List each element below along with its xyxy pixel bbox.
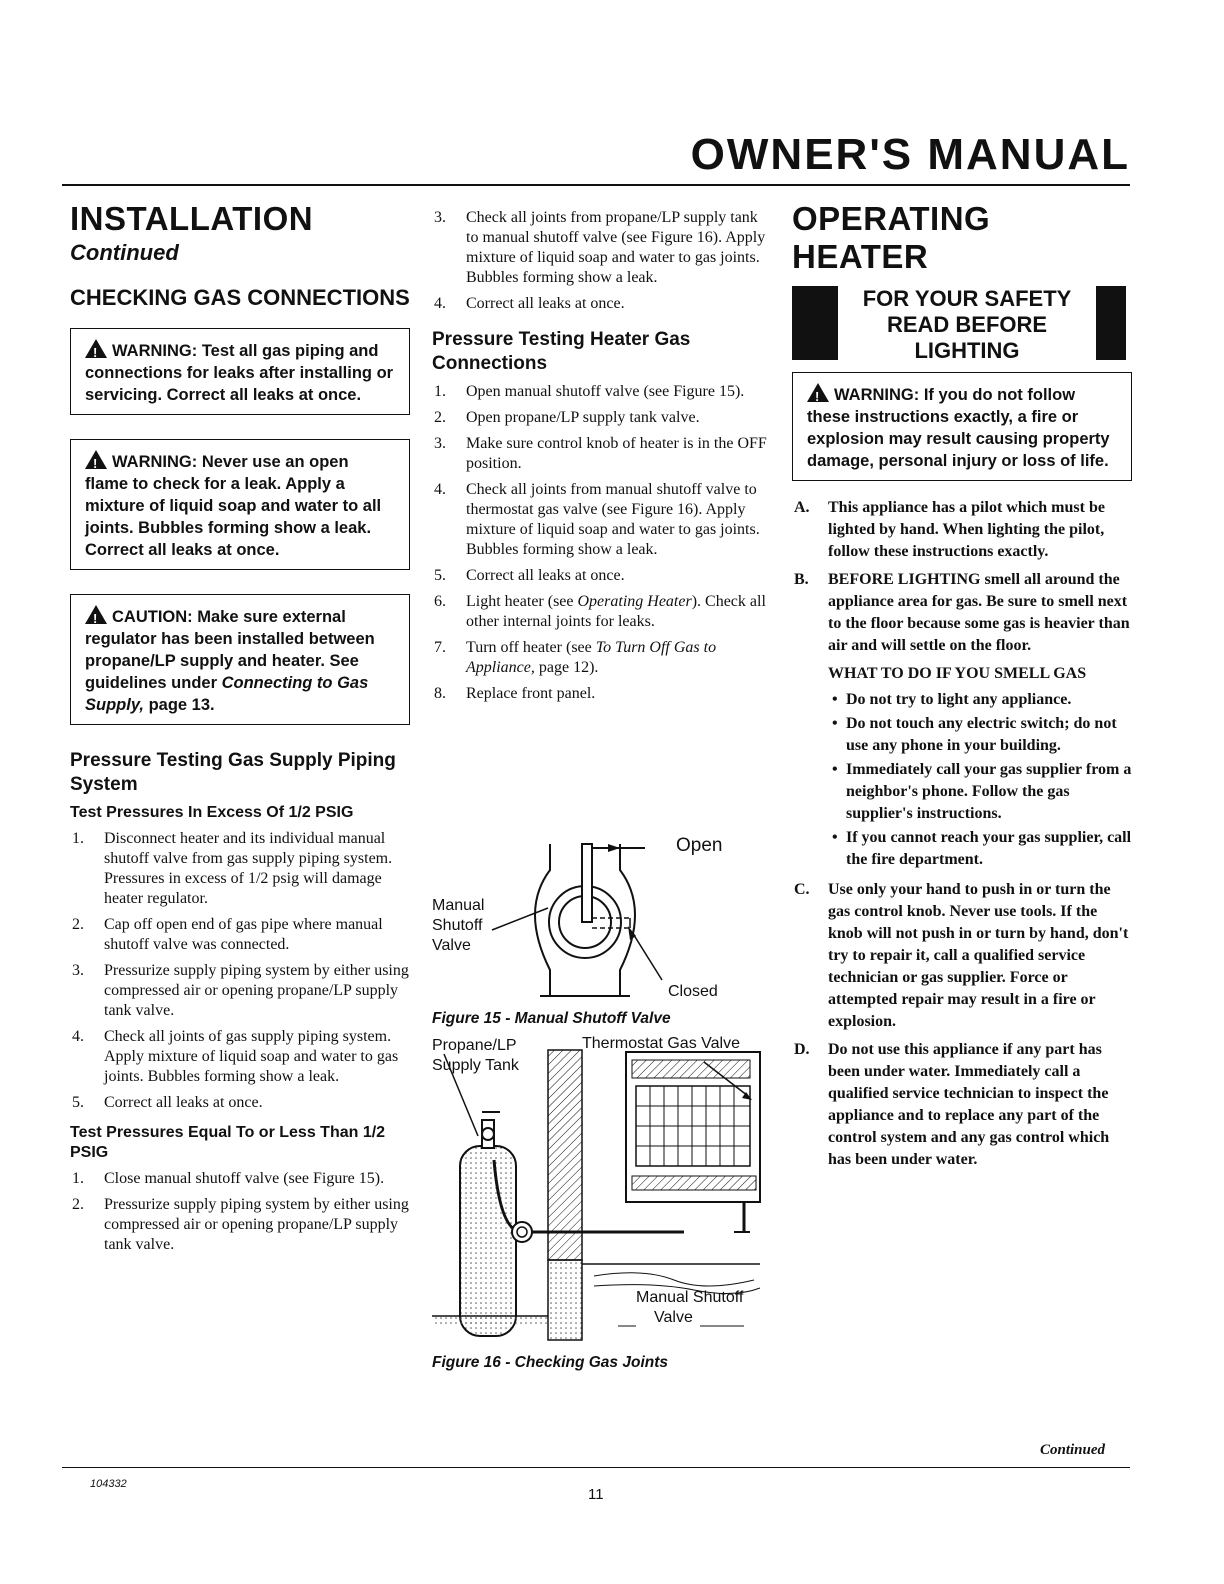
doc-number: 104332 <box>90 1478 127 1490</box>
caution-box <box>70 594 410 725</box>
safety-banner <box>792 286 1132 363</box>
list-item: 1. Close manual shutoff valve (see Figure 15). <box>72 1170 385 1187</box>
operating-title-1: OPERATING <box>792 200 991 237</box>
caution-text: CAUTION: Make sure external regulator has been installed between propane/LP supply and heater. See guidelines under <box>85 608 375 692</box>
open-label: Open <box>676 835 723 856</box>
list-item: • Do not touch any electric switch; do not use any phone in your building. <box>828 713 1132 757</box>
shutoff-label: Shutoff <box>432 917 483 934</box>
warning-text-2: WARNING: Never use an open flame to check for a leak. Apply a mixture of liquid soap and water to all joints. Bubbles forming show a leak. Correct all leaks at once. <box>85 453 382 559</box>
shutoff-label-1: Manual Shutoff <box>636 1289 744 1306</box>
page-number: 11 <box>588 1486 604 1503</box>
footer-rule <box>62 1467 1130 1468</box>
operating-title-2: HEATER <box>792 238 929 275</box>
list-item: 6. Light heater (see Operating Heater). Check all other internal joints for leaks. <box>434 593 766 630</box>
safety-line-2: READ BEFORE <box>886 312 1048 337</box>
list-item: 1. Disconnect heater and its individual manual shutoff valve from gas supply piping system. Pressures in excess of 1/2 psig will damage heater regulator. <box>72 830 393 907</box>
safety-bar-left <box>792 286 838 360</box>
list-item: 1. Open manual shutoff valve (see Figure 15). <box>434 383 745 400</box>
list-item: C. Use only your hand to push in or turn the gas control knob. Never use tools. If the knob will not push in or turn by hand, don't try to repair it, call a qualified service technician or gas supplier. Force or attempted repair may result in a fire or explosion. <box>794 881 1129 1030</box>
figure-15 <box>430 830 770 1010</box>
continued-label: Continued <box>1040 1442 1106 1458</box>
warning-icon <box>807 383 829 402</box>
list-item: 4. Correct all leaks at once. <box>434 295 625 312</box>
safety-items <box>792 497 1132 657</box>
list-item: 3. Pressurize supply piping system by either using compressed air or opening propane/LP supply tank valve. <box>72 962 409 1019</box>
operating-column <box>792 200 1132 1181</box>
smell-gas-bullets <box>792 689 1132 871</box>
thermostat-label: Thermostat Gas Valve <box>582 1035 740 1052</box>
list-item: A. This appliance has a pilot which must be lighted by hand. When lighting the pilot, follow these instructions exactly. <box>794 499 1105 560</box>
list-item: 2. Open propane/LP supply tank valve. <box>434 409 700 426</box>
testing-column <box>432 208 770 714</box>
safety-line-3: LIGHTING <box>914 338 1020 363</box>
warning-icon <box>85 339 107 358</box>
shutoff-label-2: Valve <box>654 1309 693 1326</box>
tank-label-1: Propane/LP <box>432 1037 517 1054</box>
list-item: 2. Cap off open end of gas pipe where manual shutoff valve was connected. <box>72 916 383 953</box>
valve-label: Valve <box>432 937 471 954</box>
list-item: 3. Check all joints from propane/LP supply tank to manual shutoff valve (see Figure 16). Apply mixture of liquid soap and water to gas joints. Bubbles forming show a leak. <box>434 209 766 286</box>
installation-column <box>70 200 410 1265</box>
pressure-supply-title: Pressure Testing Gas Supply Piping System <box>70 750 396 795</box>
steps-continued <box>432 208 770 314</box>
figure-16 <box>424 1036 774 1352</box>
installation-title: INSTALLATION <box>70 200 314 237</box>
safety-line-1: FOR YOUR SAFETY <box>862 286 1072 311</box>
equal-title: Test Pressures Equal To or Less Than 1/2 PSIG <box>70 1124 386 1161</box>
smell-gas-title: WHAT TO DO IF YOU SMELL GAS <box>828 665 1087 682</box>
safety-bar-right <box>1096 286 1126 360</box>
list-item: • Do not try to light any appliance. <box>828 689 1132 711</box>
operating-warning-text: WARNING: If you do not follow these instructions exactly, a fire or explosion may result causing property damage, personal injury or loss of life. <box>807 386 1110 470</box>
list-item: B. BEFORE LIGHTING smell all around the appliance area for gas. Be sure to smell next to the floor because some gas is heavier than air and will settle on the floor. <box>794 571 1130 654</box>
list-item: 4. Check all joints of gas supply piping system. Apply mixture of liquid soap and water to gas joints. Bubbles forming show a leak. <box>72 1028 399 1085</box>
list-item: D. Do not use this appliance if any part has been under water. Immediately call a qualified service technician to inspect the appliance and to replace any part of the control system and any gas control which has been under water. <box>794 1041 1110 1168</box>
list-item: 2. Pressurize supply piping system by either using compressed air or opening propane/LP supply tank valve. <box>72 1196 409 1253</box>
warning-text-1: WARNING: Test all gas piping and connections for leaks after installing or servicing. Correct all leaks at once. <box>85 342 394 404</box>
list-item: 4. Check all joints from manual shutoff valve to thermostat gas valve (see Figure 16). Apply mixture of liquid soap and water to gas joints. Bubbles forming show a leak. <box>434 481 760 558</box>
manual-label: Manual <box>432 897 485 914</box>
caution-page: page 13. <box>143 696 215 714</box>
list-item: 7. Turn off heater (see To Turn Off Gas to Appliance, page 12). <box>434 639 717 676</box>
heater-steps <box>432 382 770 704</box>
safety-items-2 <box>792 879 1132 1171</box>
figure-15-caption: Figure 15 - Manual Shutoff Valve <box>432 1010 671 1027</box>
list-item: 5. Correct all leaks at once. <box>434 567 625 584</box>
list-item: 5. Correct all leaks at once. <box>72 1094 263 1111</box>
excess-steps <box>70 829 410 1113</box>
list-item: • If you cannot reach your gas supplier, call the fire department. <box>828 827 1132 871</box>
figure-16-caption: Figure 16 - Checking Gas Joints <box>432 1354 669 1371</box>
closed-label: Closed <box>668 983 718 1000</box>
header-rule <box>62 184 1130 186</box>
warning-icon <box>85 450 107 469</box>
excess-title: Test Pressures In Excess Of 1/2 PSIG <box>70 804 354 821</box>
page-header-title: OWNER'S MANUAL <box>690 130 1130 179</box>
caution-icon <box>85 605 107 624</box>
pressure-heater-title: Pressure Testing Heater Gas Connections <box>432 329 691 374</box>
equal-steps <box>70 1169 410 1255</box>
list-item: 8. Replace front panel. <box>434 685 596 702</box>
operating-warning-box <box>792 372 1132 481</box>
warning-box-2 <box>70 439 410 570</box>
caution-link: Connecting to Gas Supply, <box>85 674 369 714</box>
list-item: • Immediately call your gas supplier from a neighbor's phone. Follow the gas supplier's instructions. <box>828 759 1132 825</box>
checking-gas-title: CHECKING GAS CONNECTIONS <box>70 285 410 310</box>
list-item: 3. Make sure control knob of heater is in the OFF position. <box>434 435 767 472</box>
tank-label-2: Supply Tank <box>432 1057 519 1074</box>
warning-box-1 <box>70 328 410 415</box>
installation-subtitle: Continued <box>70 240 179 265</box>
